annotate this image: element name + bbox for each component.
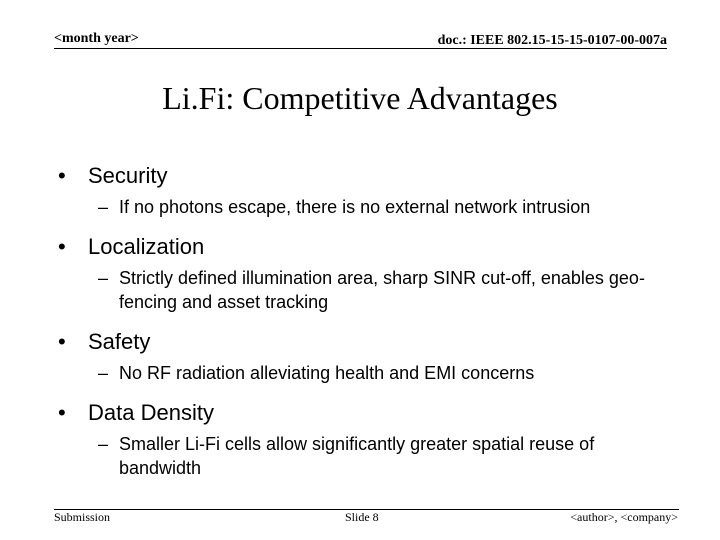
bullet-group-security <box>58 162 678 219</box>
sub-bullet-item <box>58 195 678 219</box>
sub-bullet-text: No RF radiation alleviating health and EMI concerns <box>119 363 535 383</box>
bullet-group-data-density <box>58 399 678 480</box>
bullet-item <box>58 328 678 355</box>
dash-icon: – <box>98 268 109 288</box>
footer-submission: Submission <box>54 510 111 524</box>
bullet-item <box>58 162 678 189</box>
bullet-dot-icon: • <box>58 234 66 259</box>
bullet-dot-icon: • <box>58 163 66 188</box>
bullet-label: Safety <box>88 329 151 354</box>
bullet-label: Data Density <box>88 400 214 425</box>
header-date: <month year> <box>54 31 139 46</box>
dash-icon: – <box>98 363 109 383</box>
bullet-dot-icon: • <box>58 400 66 425</box>
bullet-item <box>58 233 678 260</box>
sub-bullet-text: Strictly defined illumination area, sharp SINR cut-off, enables geo-fencing and asset tracking <box>119 268 645 312</box>
sub-bullet-item <box>58 361 678 385</box>
footer-slide-number: Slide 8 <box>345 510 379 524</box>
sub-bullet-text: If no photons escape, there is no external network intrusion <box>119 197 591 217</box>
bullet-dot-icon: • <box>58 329 66 354</box>
dash-icon: – <box>98 434 109 454</box>
bullet-group-localization <box>58 233 678 314</box>
sub-bullet-item <box>58 266 678 314</box>
bullet-item <box>58 399 678 426</box>
header-divider <box>54 48 667 49</box>
sub-bullet-item <box>58 432 678 480</box>
dash-icon: – <box>98 197 109 217</box>
bullet-label: Localization <box>88 234 205 259</box>
bullet-list <box>58 162 678 494</box>
bullet-group-safety <box>58 328 678 385</box>
slide-title: Li.Fi: Competitive Advantages <box>162 80 558 116</box>
footer-author: <author>, <company> <box>570 510 678 524</box>
sub-bullet-text: Smaller Li-Fi cells allow significantly greater spatial reuse of bandwidth <box>119 434 595 478</box>
bullet-label: Security <box>88 163 168 188</box>
header-doc-id: doc.: IEEE 802.15-15-15-0107-00-007a <box>437 33 667 48</box>
